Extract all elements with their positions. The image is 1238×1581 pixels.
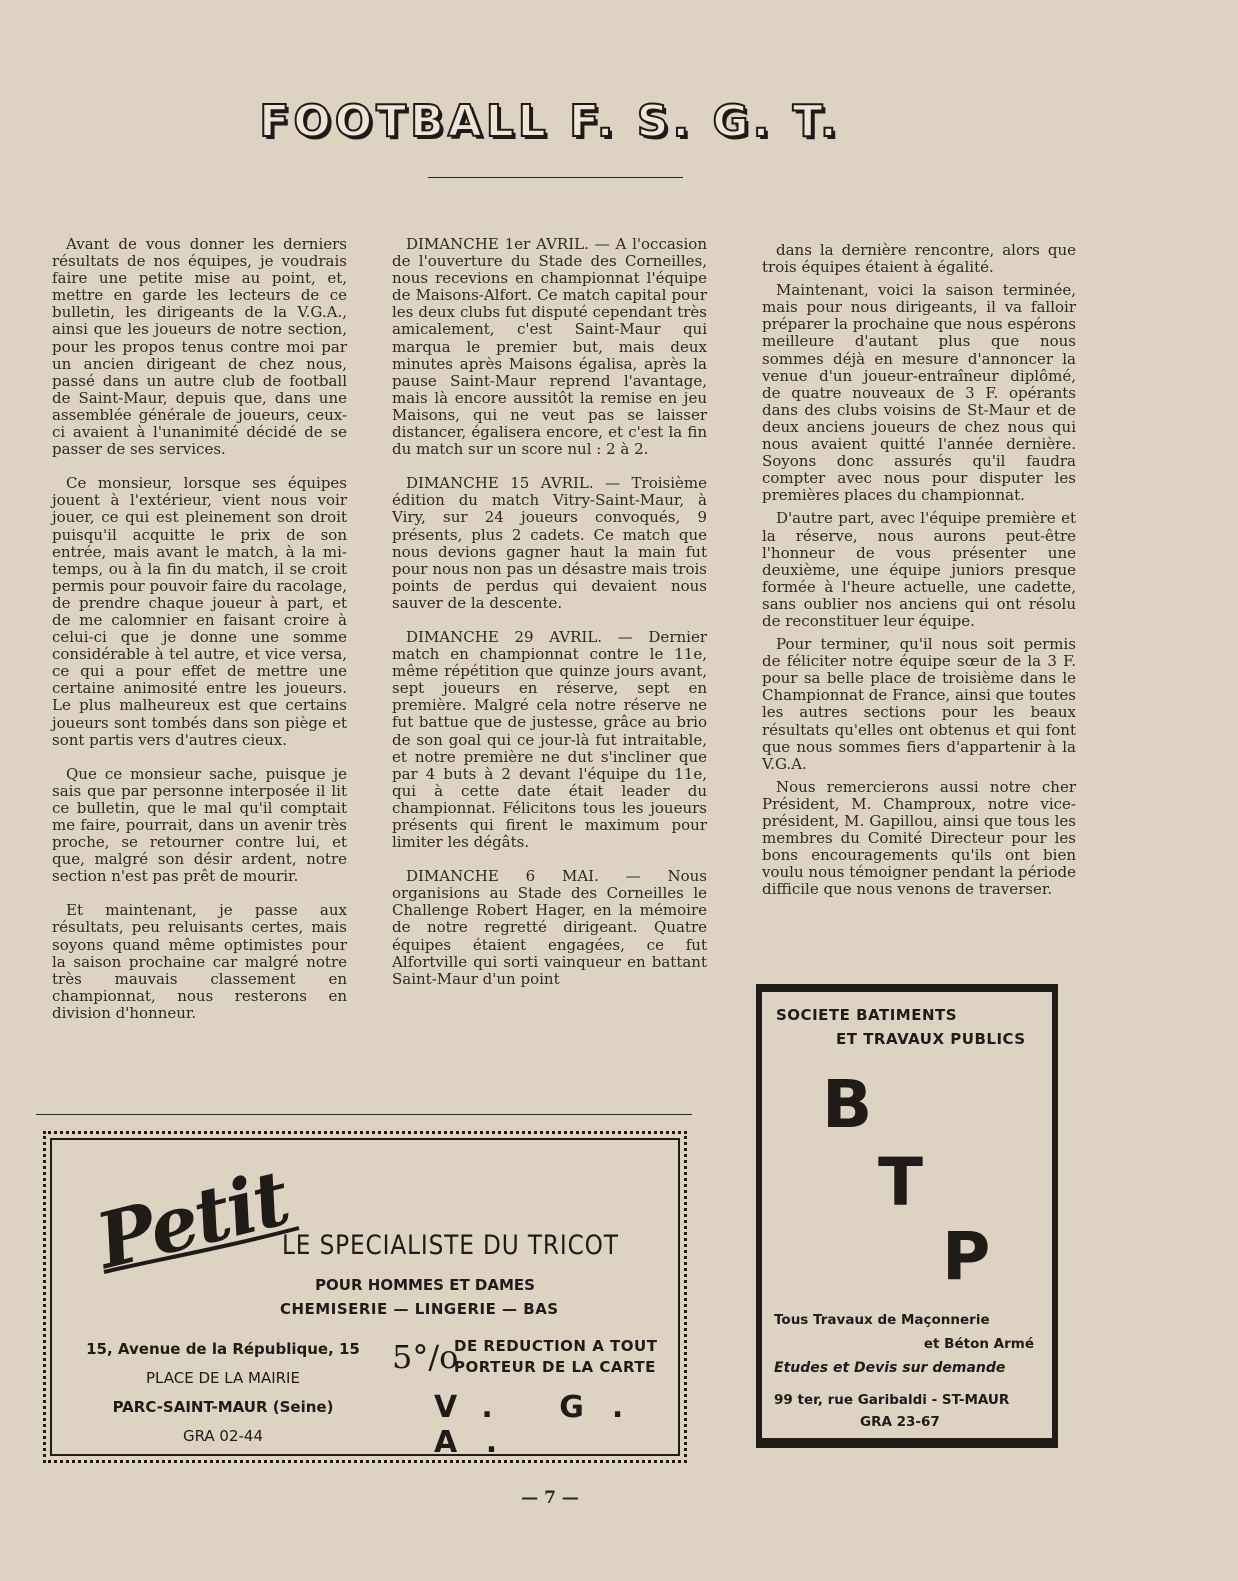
btp-address: 99 ter, rue Garibaldi - ST-MAUR (774, 1392, 1010, 1408)
btp-service-2: et Béton Armé (923, 1336, 1034, 1352)
btp-company-line-1: SOCIETE BATIMENTS (776, 1006, 958, 1024)
ad-headline: LE SPECIALISTE DU TRICOT (282, 1230, 619, 1261)
paragraph: Pour terminer, qu'il nous soit permis de féliciter notre équipe sœur de la 3 F. pour sa belle place de troisième dans le Championnat de France, ainsi que toutes les autres sections pour les beaux résultats qu'elles ont obtenus et qui font que nous sommes fiers d'appartenir à la V.G.A. (762, 635, 1076, 773)
paragraph: D'autre part, avec l'équipe première et la réserve, nous aurons peut-être l'honneur de vous présenter une deuxième, une équipe juniors presque formée à l'heure actuelle, une cadette, sans oublier nos anciens qui ont résolu de reconstituer leur équipe. (762, 509, 1076, 630)
paragraph: Maintenant, voici la saison terminée, mais pour nous dirigeants, il va falloir préparer la prochaine que nous espérons meilleure d'autant plus que nous sommes déjà en mesure d'annoncer la venue d'un joueur-entraîneur diplômé, de quatre nouveaux de 3 F. opérants dans des clubs voisins de St-Maur et de deux anciens joueurs de chez nous qui nous avaient quitté l'année dernière. Soyons donc assurés qu'il faudra compter avec nous pour disputer les premières places du championnat. (762, 281, 1076, 505)
page-title: FOOTBALL F. S. G. T. (259, 96, 841, 147)
paragraph: Avant de vous donner les derniers résultats de nos équipes, je voudrais faire une petite mise au point, et, mettre en garde les lecteurs de ce bulletin, les dirigeants de la V.G.A., ainsi que les joueurs de notre section, pour les propos tenus contre moi par un ancien dirigeant de chez nous, passé dans un autre club de football de Saint-Maur, depuis que, dans une assemblée générale de joueurs, ceux-ci avaient à l'unanimité décidé de se passer de ses services. (52, 235, 347, 459)
ad-subtitle: POUR HOMMES ET DAMES (315, 1276, 535, 1294)
discount-percent: 5°/o (392, 1338, 459, 1376)
paragraph: DIMANCHE 15 AVRIL. — Troisième édition du match Vitry-Saint-Maur, à Viry, sur 24 joueurs convoqués, 9 présents, plus 2 cadets. Ce match que nous devions gagner haut la main fut pour nous non pas un désastre mais trois points de perdus qui devaient nous sauver de la descente. (392, 474, 707, 612)
btp-estimate: Etudes et Devis sur demande (774, 1360, 1006, 1376)
address-street: 15, Avenue de la République, 15 (86, 1340, 360, 1358)
address-place: PLACE DE LA MAIRIE (146, 1369, 300, 1387)
paragraph: Nous remercierons aussi notre cher Président, M. Champroux, notre vice-président, M. Gapillou, ainsi que tous les membres du Comité Directeur pour les bons encouragements qu'ils ont bien voulu nous témoigner pendant la période difficile que nous venons de traverser. (762, 777, 1076, 899)
petit-logo: Petit (88, 1153, 297, 1286)
discount-line-2: PORTEUR DE LA CARTE (454, 1358, 656, 1376)
paragraph: dans la dernière rencontre, alors que trois équipes étaient à égalité. (762, 241, 1076, 277)
paragraph: DIMANCHE 6 MAI. — Nous organisions au Stade des Corneilles le Challenge Robert Hager, en la mémoire de notre regretté dirigeant. Quatre équipes étaient engagées, ce fut Alfortville qui sorti vainqueur en battant Saint-Maur d'un point (392, 867, 707, 988)
advertisement-btp (756, 984, 1058, 1448)
btp-letter-p: P (942, 1218, 991, 1295)
ad-product-list: CHEMISERIE — LINGERIE — BAS (280, 1300, 559, 1318)
btp-letter-b: B (822, 1066, 873, 1143)
discount-text (454, 1336, 657, 1378)
btp-service-1: Tous Travaux de Maçonnerie (774, 1312, 990, 1328)
address-phone: GRA 02-44 (182, 1427, 264, 1445)
paragraph: Et maintenant, je passe aux résultats, peu reluisants certes, mais soyons quand même optimistes pour la saison prochaine car malgré notre très mauvais classement en championnat, nous resterons en division d'honneur. (52, 901, 347, 1022)
btp-company-line-2: ET TRAVAUX PUBLICS (836, 1030, 1026, 1048)
paragraph: DIMANCHE 1er AVRIL. — A l'occasion de l'ouverture du Stade des Corneilles, nous recevions en championnat l'équipe de Maisons-Alfort. Ce match capital pour les deux clubs fut disputé cependant très amicalement, c'est Saint-Maur qui marqua le premier but, mais deux minutes après Maisons égalisa, après la pause Saint-Maur reprend l'avantage, mais là encore aussitôt la remise en jeu Maisons, qui ne veut pas se laisser distancer, égalisera encore, et c'est la fin du match sur un score nul : 2 à 2. (392, 235, 707, 459)
btp-phone: GRA 23-67 (860, 1414, 940, 1430)
vga-mark: V. G. A. (434, 1390, 652, 1460)
section-divider (36, 1114, 692, 1115)
article-column-2 (392, 236, 707, 1005)
title-divider (428, 177, 683, 178)
advertisement-petit (50, 1138, 680, 1460)
logo-swash-icon (94, 1220, 304, 1280)
ad-address (78, 1335, 368, 1451)
btp-letter-t: T (878, 1144, 924, 1221)
address-city: PARC-SAINT-MAUR (Seine) (112, 1398, 334, 1416)
discount-line-1: DE REDUCTION A TOUT (454, 1337, 658, 1355)
paragraph: DIMANCHE 29 AVRIL. — Dernier match en championnat contre le 11e, même répétition que quinze jours avant, sept joueurs en réserve, sept en première. Malgré cela notre réserve ne fut battue que de justesse, grâce au brio de son goal qui ce jour-là fut intraitable, et notre première ne dut s'incliner que par 4 buts à 2 devant l'équipe du 11e, qui à cette date était leader du championnat. Félicitons tous les joueurs présents qui firent le maximum pour limiter les dégâts. (392, 627, 707, 852)
page-number: — 7 — (521, 1488, 579, 1508)
article-column-1 (52, 236, 347, 1039)
paragraph: Ce monsieur, lorsque ses équipes jouent à l'extérieur, vient nous voir jouer, ce qui est pleinement son droit puisqu'il acquitte le prix de son entrée, mais avant le match, à la mi-temps, ou à la fin du match, il se croit permis pour pouvoir faire du racolage, de prendre chaque joueur à part, et de me calomnier en faisant croire à celui-ci que je donne une somme considérable à tel autre, et vice versa, ce qui a pour effet de mettre une certaine animosité entre les joueurs. Le plus malheureux est que certains joueurs sont tombés dans son piège et sont partis vers d'autres cieux. (52, 474, 347, 749)
article-column-3 (762, 242, 1076, 904)
paragraph: Que ce monsieur sache, puisque je sais que par personne interposée il lit ce bulletin, que le mal qu'il comptait me faire, pourrait, dans un avenir très proche, se retourner contre lui, et que, malgré son désir ardent, notre section n'est pas prêt de mourir. (52, 764, 347, 886)
